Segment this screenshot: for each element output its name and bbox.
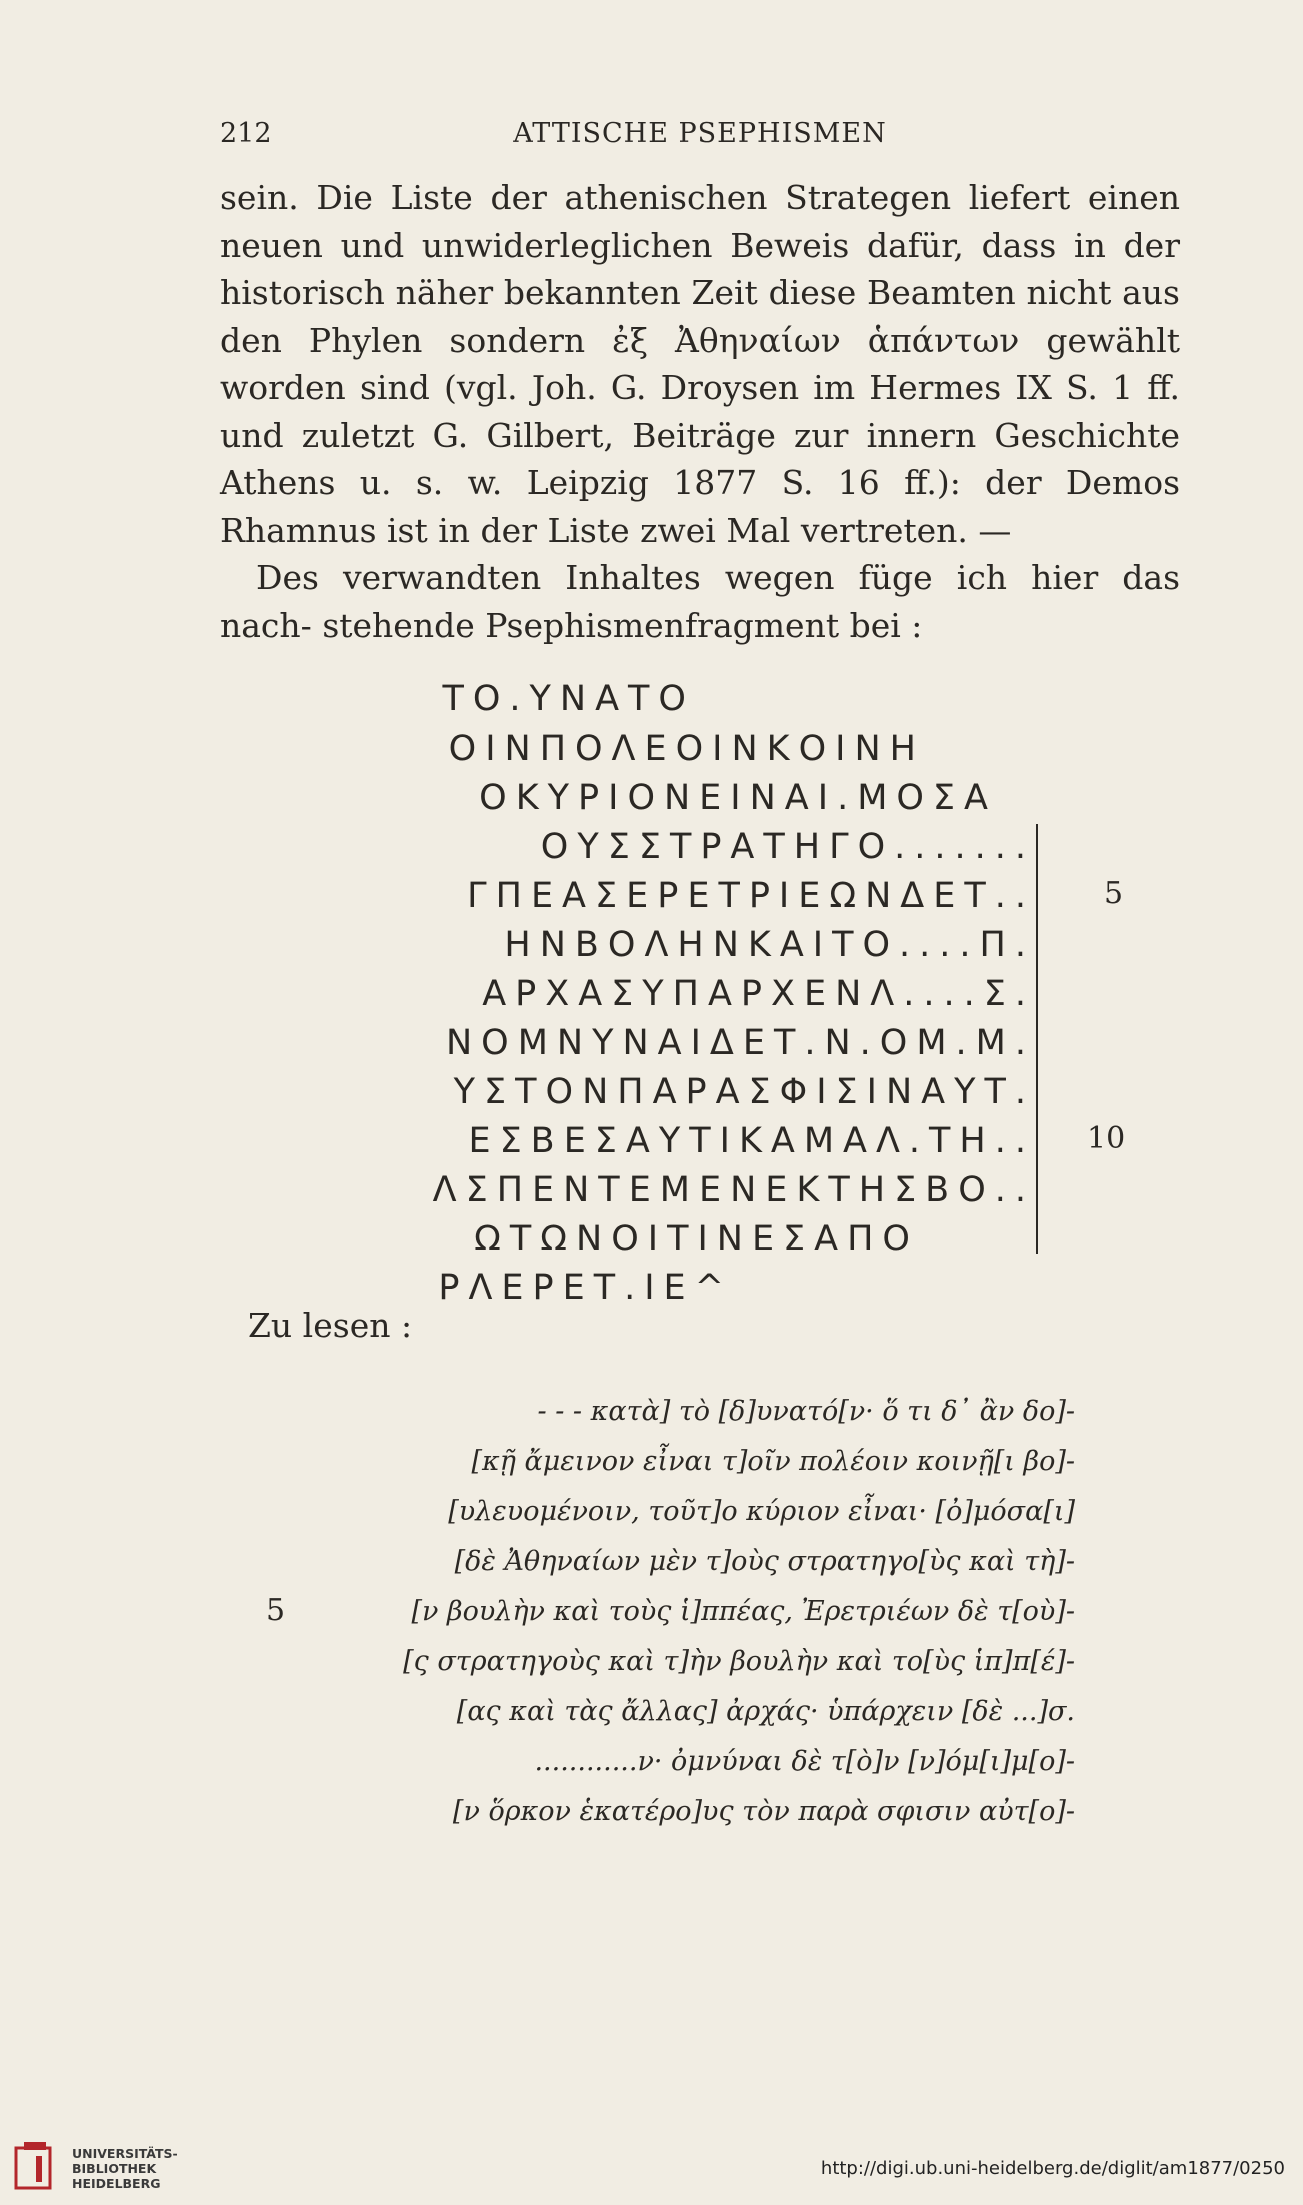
library-name-line: HEIDELBERG xyxy=(72,2176,161,2191)
line-number-5: 5 xyxy=(1104,876,1124,911)
greek-line: ............ν· ὀμνύναι δὲ τ[ὸ]ν [ν]όμ[ι]μ[ο]- xyxy=(534,1746,1075,1777)
body-text xyxy=(220,174,1180,649)
inscription-line: ΛΣΠΕΝΤΕΜΕΝΕΚΤΗΣΒΟ.. xyxy=(432,1170,1035,1210)
inscription-transcript xyxy=(0,676,1303,1308)
text-line: S. 16 ff.): der Demos Rhamnus ist in der Liste zwei Mal xyxy=(220,463,1181,550)
page-number: 212 xyxy=(220,118,272,149)
text-line: näher bekannten Zeit diese Beamten nicht aus den Phylen xyxy=(220,273,1180,360)
library-footer xyxy=(0,2130,1303,2205)
running-title: ATTISCHE PSEPHISMEN xyxy=(513,118,887,149)
inscription-line: ΗΝΒΟΛΗΝΚΑΙΤΟ....Π. xyxy=(504,925,1035,965)
greek-line: [δὲ Ἀθηναίων μὲν τ]οὺς στρατηγο[ὺς καὶ τὴ]- xyxy=(454,1546,1075,1577)
library-name-line: BIBLIOTHEK xyxy=(72,2161,157,2176)
greek-reading xyxy=(0,1392,1303,1912)
text-line: sondern ἐξ Ἀθηναίων ἁπάντων gewählt worden sind (vgl. xyxy=(220,320,1181,407)
library-name xyxy=(72,2146,178,2191)
line-number-10: 10 xyxy=(1087,1121,1126,1156)
paragraph-2 xyxy=(220,554,1180,649)
library-name-line: UNIVERSITÄTS- xyxy=(72,2146,178,2161)
inscription-line: ΟΙΝΠΟΛΕΟΙΝΚΟΙΝΗ xyxy=(448,729,925,769)
zu-lesen-heading: Zu lesen : xyxy=(248,1306,413,1345)
inscription-line: ΕΣΒΕΣΑΥΤΙΚΑΜΑΛ.ΤΗ.. xyxy=(468,1121,1035,1161)
page-header xyxy=(220,118,1180,162)
inscription-line: ΩΤΩΝΟΙΤΙΝΕΣΑΠΟ xyxy=(474,1219,919,1259)
inscription-line: ΟΚΥΡΙΟΝΕΙΝΑΙ.ΜΟΣΑ xyxy=(479,778,997,818)
greek-line: [υλευομένοιν, τοῦτ]ο κύριον εἶναι· [ὀ]μόσα[ι] xyxy=(448,1496,1075,1527)
text-line: vertreten. — xyxy=(800,510,1012,550)
greek-line: - - - κατὰ] τὸ [δ]υνατό[ν· ὅ τι δ᾽ ἂν δο]- xyxy=(537,1396,1075,1427)
greek-line: [ας καὶ τὰς ἄλλας] ἀρχάς· ὑπάρχειν [δὲ ...]σ. xyxy=(456,1696,1075,1727)
library-logo-icon xyxy=(14,2142,56,2190)
column-rule xyxy=(1036,824,1038,1254)
inscription-line: ΟΥΣΣΤΡΑΤΗΓΟ....... xyxy=(540,827,1035,867)
text-line: Des verwandten Inhaltes wegen füge ich hier das nach- xyxy=(220,558,1180,645)
inscription-line: ΡΛΕΡΕΤ.ΙΕ^ xyxy=(438,1268,733,1308)
greek-line: [ς στρατηγοὺς καὶ τ]ὴν βουλὴν καὶ το[ὺς ἱπ]π[έ]- xyxy=(403,1646,1075,1677)
inscription-line: ΥΣΤΟΝΠΑΡΑΣΦΙΣΙΝΑΥΤ. xyxy=(453,1072,1035,1112)
greek-line: [ν ὅρκον ἑκατέρο]υς τὸν παρὰ σφισιν αὐτ[ο]- xyxy=(452,1796,1075,1827)
inscription-line: ΓΠΕΑΣΕΡΕΤΡΙΕΩΝΔΕΤ.. xyxy=(467,876,1035,916)
greek-line-number-5: 5 xyxy=(266,1593,286,1628)
inscription-line: ΤΟ.ΥΝΑΤΟ xyxy=(442,679,695,719)
source-url[interactable]: http://digi.ub.uni-heidelberg.de/diglit/am1877/0250 xyxy=(820,2158,1285,2179)
text-line: stehende Psephismenfragment bei : xyxy=(322,605,923,645)
greek-line: [ν βουλὴν καὶ τοὺς ἱ]ππέας, Ἐρετριέων δὲ τ[οὺ]- xyxy=(411,1596,1075,1627)
inscription-line: ΑΡΧΑΣΥΠΑΡΧΕΝΛ....Σ. xyxy=(482,974,1035,1014)
text-line: Beiträge zur innern Geschichte Athens u. s. w. Leipzig 1877 xyxy=(220,415,1180,502)
text-line: Joh. G. Droysen im Hermes IX S. 1 ff. und zuletzt G. Gilbert, xyxy=(220,368,1180,455)
text-line: und unwiderleglichen Beweis dafür, dass in der historisch xyxy=(220,225,1180,312)
greek-line: [κῇ ἄμεινον εἶναι τ]οῖν πολέοιν κοινῇ[ι βο]- xyxy=(471,1446,1075,1477)
paragraph-1 xyxy=(220,174,1180,554)
inscription-line: ΝΟΜΝΥΝΑΙΔΕΤ.Ν.ΟΜ.Μ. xyxy=(445,1023,1035,1063)
text-line: sein. Die Liste der athenischen Strategen liefert einen neuen xyxy=(220,178,1180,265)
